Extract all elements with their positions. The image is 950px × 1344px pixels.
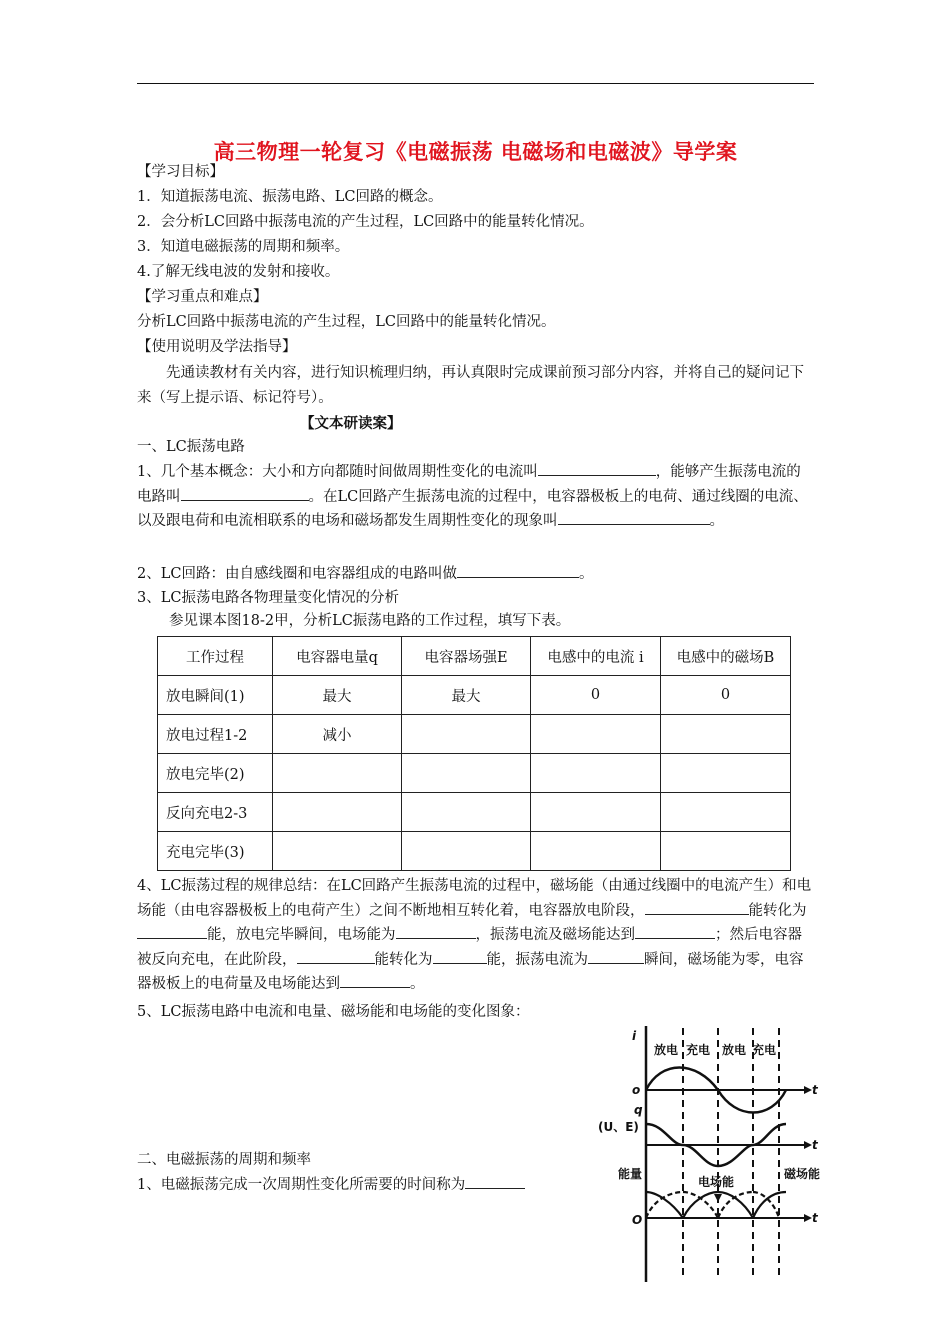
goal-item-1: 1．知道振荡电流、振荡电路、LC回路的概念。: [137, 189, 443, 205]
summary-text-8: 瞬间，磁场能为零，电容器极板上的电荷量及电场能达到: [137, 951, 804, 992]
phase-label: 放电: [654, 1043, 679, 1057]
lc-circuit-line: [137, 563, 814, 584]
t-label: t: [812, 1211, 818, 1225]
arrow-down-icon: [714, 1194, 722, 1202]
table-header-row: [158, 637, 791, 676]
blank-oscillating-circuit[interactable]: [181, 486, 309, 501]
table-row: [158, 715, 791, 754]
table-cell[interactable]: [531, 754, 661, 793]
usage-text: 先通读教材有关内容，进行知识梳理归纳，再认真限时完成课前预习部分内容，并将自己的疑问记下来（写上提示语、标记符号）。: [137, 365, 804, 406]
blank-summary-7[interactable]: [588, 949, 644, 964]
blank-summary-1b[interactable]: [715, 900, 749, 915]
table-cell[interactable]: [661, 715, 791, 754]
blank-summary-8[interactable]: [340, 973, 410, 988]
table-row: [158, 676, 791, 715]
oscillation-table: [157, 636, 791, 871]
summary-text-5: ；然后电容器被反向充电，在此阶段，: [137, 927, 802, 968]
summary-text-6: 能转化为: [374, 951, 433, 968]
blank-summary-1[interactable]: [645, 900, 715, 915]
goal-item-3: 3．知道电磁振荡的周期和频率。: [137, 239, 350, 255]
period-text: 1、电磁振荡完成一次周期性变化所需要的时间称为: [137, 1177, 466, 1193]
concepts-text-3: 。在LC回路产生振荡电流的过程中，电容器极板上的电荷、通过线圈的电流、以及跟电荷和电流相联系的电场和磁场都发生周期性变化的现象叫: [137, 488, 808, 529]
summary-text-9: 。: [410, 976, 425, 992]
table-cell[interactable]: [273, 793, 402, 832]
keypoints-text: 分析LC回路中振荡电流的产生过程，LC回路中的能量转化情况。: [137, 314, 556, 330]
concepts-text-2: ，能够产生振荡电流的电路叫: [137, 464, 801, 505]
table-cell[interactable]: [402, 832, 531, 871]
table-cell: 最大: [273, 676, 402, 715]
oscillation-graph: [586, 1020, 850, 1282]
summary-text-4: ，振荡电流及磁场能达到: [475, 927, 635, 943]
concepts-text-1: 1、几个基本概念：大小和方向都随时间做周期性变化的电流叫: [137, 464, 538, 480]
table-cell: 反向充电2-3: [158, 793, 273, 832]
lc-text: 2、LC回路：由自感线圈和电容器组成的电路叫做: [137, 566, 457, 582]
table-header: 电容器场强E: [402, 637, 531, 676]
table-row: [158, 793, 791, 832]
table-cell: 放电过程1-2: [158, 715, 273, 754]
table-header: 电感中的电流 i: [531, 637, 661, 676]
phase-label: 放电: [722, 1043, 747, 1057]
table-cell: 0: [661, 676, 791, 715]
goals-heading: 【学习目标】: [137, 164, 224, 180]
electric-energy-label: 电场能: [698, 1175, 735, 1189]
graph-heading: 5、LC振荡电路中电流和电量、磁场能和电场能的变化图象：: [137, 1004, 530, 1020]
study-heading: 【文本研读案】: [300, 415, 402, 432]
table-row: [158, 832, 791, 871]
keypoints-heading: 【学习重点和难点】: [137, 289, 268, 305]
table-cell[interactable]: [531, 793, 661, 832]
blank-summary-3[interactable]: [396, 924, 476, 939]
table-cell: 充电完毕(3): [158, 832, 273, 871]
table-cell[interactable]: [402, 793, 531, 832]
table-cell[interactable]: [661, 832, 791, 871]
goal-item-2: 2．会分析LC回路中振荡电流的产生过程，LC回路中的能量转化情况。: [137, 214, 594, 230]
arrow-icon: [804, 1214, 812, 1222]
blank-summary-4[interactable]: [635, 924, 715, 939]
summary-paragraph: [137, 874, 814, 997]
blank-summary-6[interactable]: [433, 949, 487, 964]
lc-text-end: 。: [578, 566, 594, 582]
blank-summary-2[interactable]: [137, 924, 207, 939]
blank-lc-circuit[interactable]: [457, 563, 579, 578]
t-label: t: [812, 1138, 818, 1152]
table-cell[interactable]: [273, 832, 402, 871]
table-cell[interactable]: [273, 754, 402, 793]
table-header: 工作过程: [158, 637, 273, 676]
analysis-text: 参见课本图18-2甲，分析LC振荡电路的工作过程，填写下表。: [169, 613, 571, 629]
blank-period[interactable]: [465, 1174, 525, 1189]
table-header: 电感中的磁场B: [661, 637, 791, 676]
origin-label: O: [632, 1213, 643, 1227]
arrow-icon: [804, 1086, 812, 1094]
blank-em-oscillation[interactable]: [558, 510, 710, 525]
phase-label: 充电: [686, 1043, 711, 1057]
summary-text-7: 能，振荡电流为: [486, 951, 588, 968]
blank-summary-5[interactable]: [297, 949, 375, 964]
phase-label: 充电: [752, 1043, 777, 1057]
goal-item-4: 4.了解无线电波的发射和接收。: [137, 264, 340, 280]
q-label: q: [634, 1103, 643, 1117]
table-cell[interactable]: [402, 754, 531, 793]
magnetic-energy-label: 磁场能: [784, 1167, 821, 1181]
table-cell: 最大: [402, 676, 531, 715]
table-cell[interactable]: [402, 715, 531, 754]
blank-oscillating-current[interactable]: [538, 461, 656, 476]
usage-heading: 【使用说明及学法指导】: [137, 339, 297, 355]
table-header: 电容器电量q: [273, 637, 402, 676]
table-cell[interactable]: [661, 754, 791, 793]
summary-text-3: 能，放电完毕瞬间，电场能为: [207, 927, 396, 943]
summary-text-1: 4、LC振荡过程的规律总结：在LC回路产生振荡电流的过程中，磁场能（由通过线圈中的电流产生）和电场能（由电容器极板上的电荷产生）之间不断地相互转化着，电容器放电阶段，: [137, 878, 812, 919]
arrow-icon: [804, 1141, 812, 1149]
table-cell[interactable]: [531, 832, 661, 871]
ue-label: (U、E): [598, 1120, 639, 1134]
magnetic-energy-curve: [646, 1192, 779, 1218]
table-cell: 放电瞬间(1): [158, 676, 273, 715]
summary-text-2: 能转化为: [748, 902, 807, 919]
analysis-heading: 3、LC振荡电路各物理量变化情况的分析: [137, 590, 399, 606]
table-cell: 放电完毕(2): [158, 754, 273, 793]
table-cell: 0: [531, 676, 661, 715]
energy-label: 能量: [618, 1167, 643, 1181]
table-cell[interactable]: [531, 715, 661, 754]
i-label: i: [632, 1029, 637, 1043]
t-label: t: [812, 1083, 818, 1097]
table-row: [158, 754, 791, 793]
section2-heading: 二、电磁振荡的周期和频率: [137, 1152, 311, 1168]
page-title: 高三物理一轮复习《电磁振荡 电磁场和电磁波》导学案: [213, 139, 738, 164]
table-cell: 减小: [273, 715, 402, 754]
table-cell[interactable]: [661, 793, 791, 832]
section1-heading: 一、LC振荡电路: [137, 439, 245, 455]
concepts-paragraph: [137, 460, 814, 534]
header-rule: [137, 83, 814, 84]
origin-label: o: [632, 1083, 641, 1097]
concepts-text-end: 。: [709, 513, 724, 529]
